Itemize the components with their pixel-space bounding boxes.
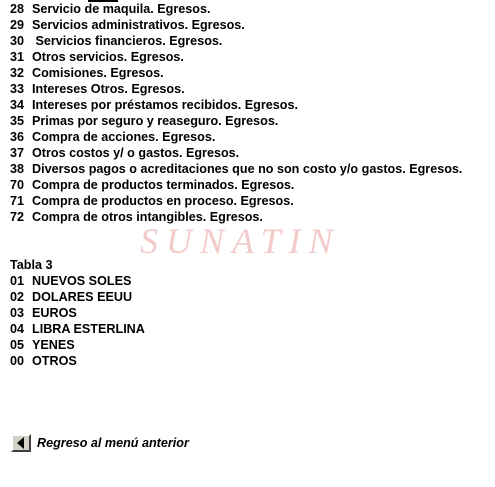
item-code: 71 [10, 194, 25, 208]
item-code: 34 [10, 98, 25, 112]
item-label: Compra de otros intangibles. Egresos. [32, 210, 263, 224]
list-item [10, 337, 145, 353]
list-item [10, 1, 462, 17]
list-item [10, 33, 462, 49]
item-label: Compra de productos terminados. Egresos. [32, 178, 295, 192]
list-item [10, 305, 145, 321]
list-item [10, 161, 462, 177]
item-code: 70 [10, 178, 25, 192]
item-label: DOLARES EEUU [32, 290, 133, 304]
item-label: EUROS [32, 306, 77, 320]
item-code: 72 [10, 210, 25, 224]
expense-code-list [10, 1, 462, 225]
item-label: Servicio de maquila. Egresos. [32, 2, 211, 16]
item-label: OTROS [32, 354, 77, 368]
item-label: Comisiones. Egresos. [32, 66, 164, 80]
item-label: Otros servicios. Egresos. [32, 50, 184, 64]
item-code: 37 [10, 146, 25, 160]
triangle-left-icon [16, 437, 26, 449]
item-code: 05 [10, 338, 25, 352]
item-code: 32 [10, 66, 25, 80]
list-item [10, 145, 462, 161]
item-code: 33 [10, 82, 25, 96]
list-item [10, 193, 462, 209]
item-code: 31 [10, 50, 25, 64]
list-item [10, 49, 462, 65]
item-label: Intereses Otros. Egresos. [32, 82, 185, 96]
item-label: Diversos pagos o acreditaciones que no son costo y/o gastos. Egresos. [32, 162, 463, 176]
item-label: NUEVOS SOLES [32, 274, 132, 288]
list-item [10, 97, 462, 113]
item-code: 35 [10, 114, 25, 128]
back-to-menu-link[interactable] [11, 434, 189, 452]
list-item [10, 113, 462, 129]
item-code: 02 [10, 290, 25, 304]
item-code: 36 [10, 130, 25, 144]
list-item [10, 289, 145, 305]
back-link-label[interactable]: Regreso al menú anterior [37, 436, 189, 450]
back-button[interactable] [11, 434, 31, 452]
list-item [10, 129, 462, 145]
item-code: 29 [10, 18, 25, 32]
watermark-text: SUNATIN [140, 221, 341, 261]
item-code: 30 [10, 34, 25, 48]
list-item [10, 65, 462, 81]
item-label: YENES [32, 338, 75, 352]
item-code: 28 [10, 2, 25, 16]
item-label: Otros costos y/ o gastos. Egresos. [32, 146, 240, 160]
item-label: Servicios administrativos. Egresos. [32, 18, 245, 32]
item-label: LIBRA ESTERLINA [32, 322, 145, 336]
list-item [10, 353, 145, 369]
list-item [10, 81, 462, 97]
item-label: Compra de productos en proceso. Egresos. [32, 194, 294, 208]
item-code: 01 [10, 274, 25, 288]
list-item [10, 273, 145, 289]
item-code: 00 [10, 354, 25, 368]
list-item [10, 177, 462, 193]
item-code: 04 [10, 322, 25, 336]
item-label: Servicios financieros. Egresos. [32, 34, 223, 48]
list-item [10, 321, 145, 337]
item-code: 38 [10, 162, 25, 176]
currency-code-list [10, 273, 145, 369]
item-label: Intereses por préstamos recibidos. Egresos. [32, 98, 298, 112]
item-code: 03 [10, 306, 25, 320]
table3-title: Tabla 3 [10, 258, 53, 272]
list-item [10, 17, 462, 33]
item-label: Compra de acciones. Egresos. [32, 130, 216, 144]
list-item [10, 209, 462, 225]
item-label: Primas por seguro y reaseguro. Egresos. [32, 114, 279, 128]
